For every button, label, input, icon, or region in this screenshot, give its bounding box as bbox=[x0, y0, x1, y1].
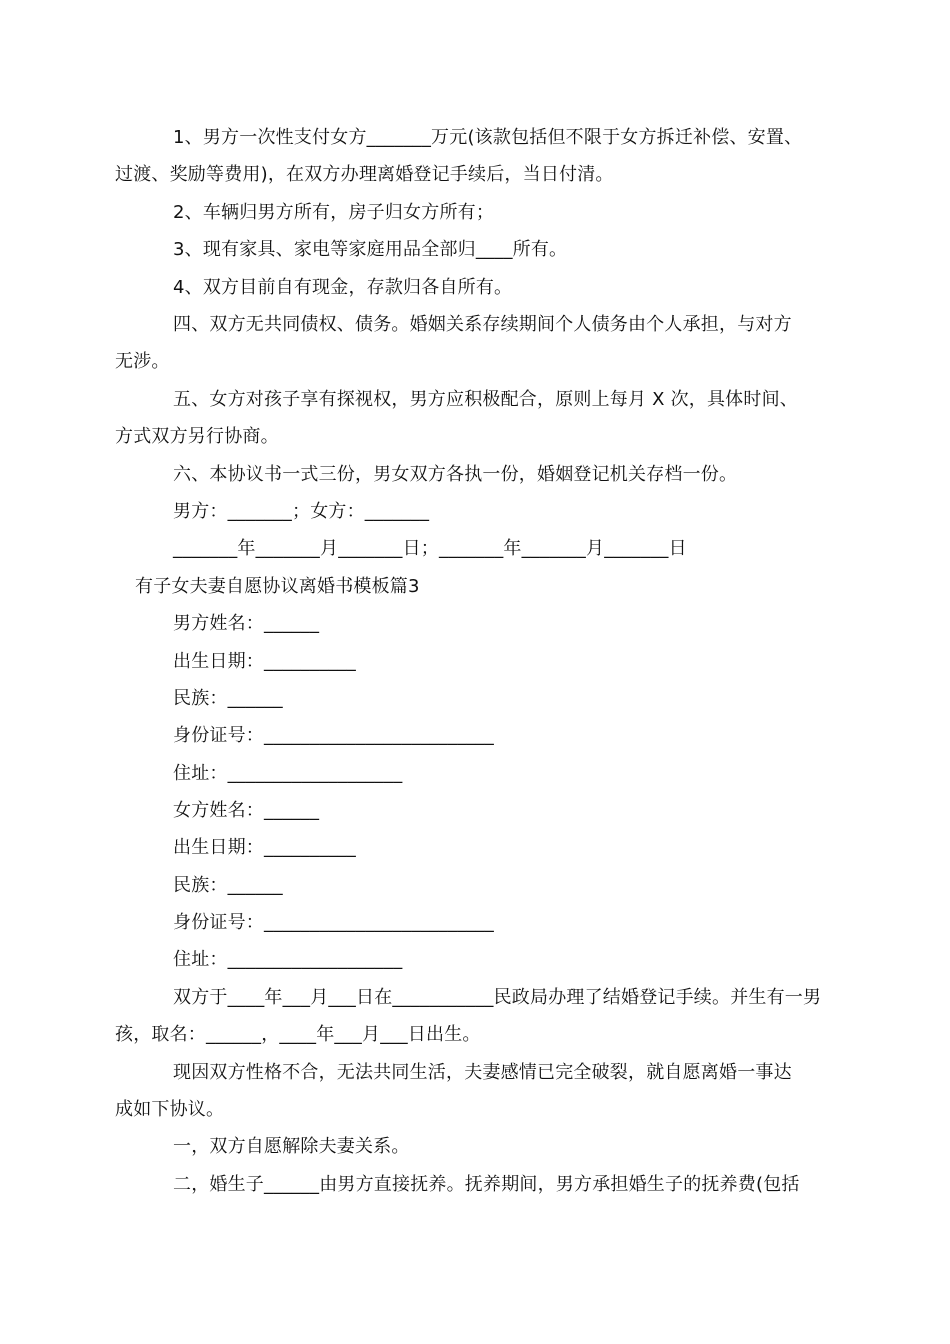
female-address-field: 住址：___________________ bbox=[173, 949, 403, 970]
section-5: 五、女方对孩子享有探视权，男方应积极配合，原则上每月 X 次，具体时间、 bbox=[173, 389, 798, 410]
female-ethnicity-field: 民族：______ bbox=[173, 875, 283, 896]
divorce-reason-continued: 成如下协议。 bbox=[115, 1099, 225, 1120]
clause-1-continued: 过渡、奖励等费用)，在双方办理离婚登记手续后，当日付清。 bbox=[115, 164, 614, 185]
agreement-item-2: 二，婚生子______由男方直接抚养。抚养期间，男方承担婚生子的抚养费(包括 bbox=[173, 1174, 800, 1195]
template-title: 有子女夫妻自愿协议离婚书模板篇3 bbox=[135, 576, 420, 597]
section-6: 六、本协议书一式三份，男女双方各执一份，婚姻登记机关存档一份。 bbox=[173, 464, 738, 485]
section-4-continued: 无涉。 bbox=[115, 351, 170, 372]
clause-1: 1、男方一次性支付女方_______万元(该款包括但不限于女方拆迁补偿、安置、 bbox=[173, 127, 803, 148]
male-id-field: 身份证号：_________________________ bbox=[173, 725, 494, 746]
female-birthdate-field: 出生日期：__________ bbox=[173, 837, 356, 858]
clause-3: 3、现有家具、家电等家庭用品全部归____所有。 bbox=[173, 239, 568, 260]
divorce-reason: 现因双方性格不合，无法共同生活，夫妻感情已完全破裂，就自愿离婚一事达 bbox=[173, 1062, 792, 1083]
section-4: 四、双方无共同债权、债务。婚姻关系存续期间个人债务由个人承担，与对方 bbox=[173, 314, 792, 335]
male-birthdate-field: 出生日期：__________ bbox=[173, 651, 356, 672]
date-line: _______年_______月_______日；_______年_______月_______日 bbox=[173, 538, 687, 559]
signature-line: 男方：_______；女方：_______ bbox=[173, 501, 430, 522]
male-name-field: 男方姓名：______ bbox=[173, 613, 320, 634]
agreement-item-1: 一，双方自愿解除夫妻关系。 bbox=[173, 1136, 410, 1157]
female-id-field: 身份证号：_________________________ bbox=[173, 912, 494, 933]
female-name-field: 女方姓名：______ bbox=[173, 800, 320, 821]
marriage-registration-continued: 孩，取名：______，____年___月___日出生。 bbox=[115, 1024, 481, 1045]
clause-2: 2、车辆归男方所有，房子归女方所有； bbox=[173, 202, 495, 223]
marriage-registration: 双方于____年___月___日在___________民政局办理了结婚登记手续。并生有一男 bbox=[173, 987, 822, 1008]
section-5-continued: 方式双方另行协商。 bbox=[115, 426, 279, 447]
male-address-field: 住址：___________________ bbox=[173, 763, 403, 784]
clause-4: 4、双方目前自有现金，存款归各自所有。 bbox=[173, 277, 513, 298]
male-ethnicity-field: 民族：______ bbox=[173, 688, 283, 709]
